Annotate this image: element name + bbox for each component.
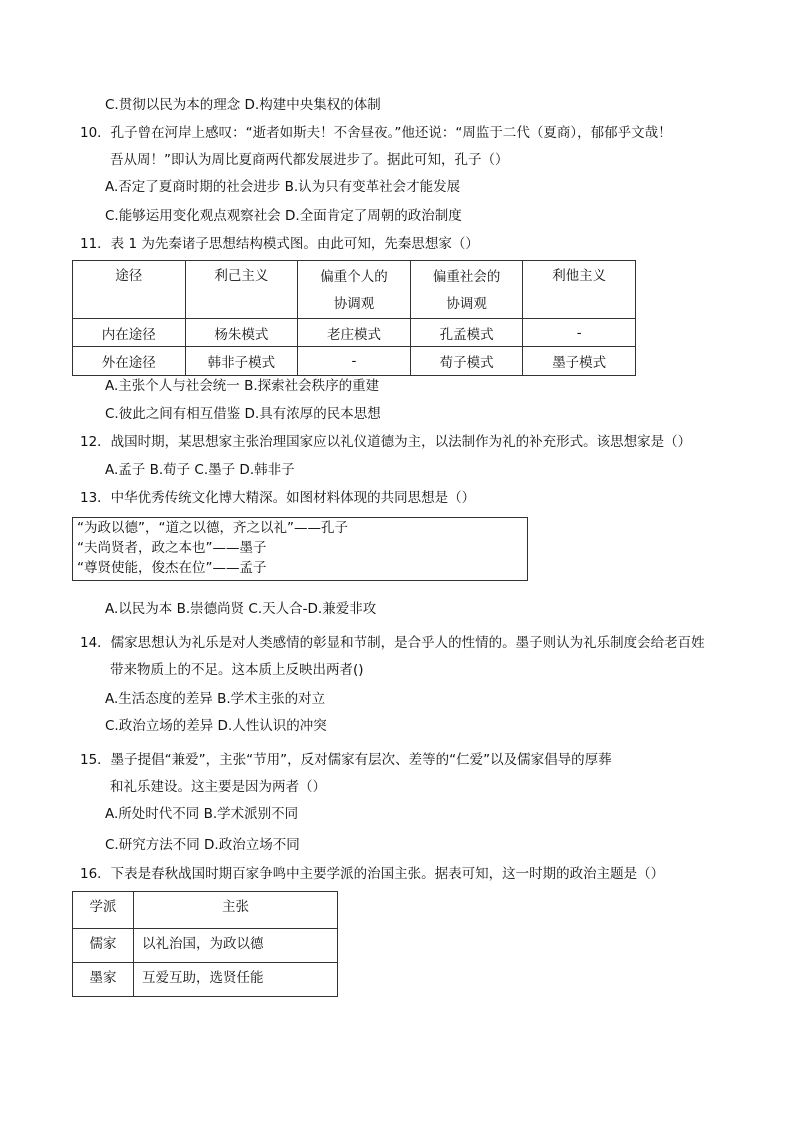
table-header-cell: 学派 [73, 892, 134, 929]
table-cell: 老庄模式 [298, 319, 411, 347]
q11-table [72, 260, 636, 376]
table-cell: 荀子模式 [410, 347, 523, 376]
q14-stem-line2: 带来物质上的不足。这本质上反映出两者() [110, 662, 364, 678]
table-cell: - [298, 347, 411, 376]
table-header-cell [410, 261, 523, 319]
table-row [73, 929, 338, 963]
q10-stem-line1: 10．孔子曾在河岸上感叹：“逝者如斯夫！不舍昼夜。”他还说：“周监于二代（夏商），郁郁乎文哉！ [80, 125, 672, 141]
q15-options-ab: A.所处时代不同 B.学术派别不同 [105, 806, 299, 822]
table-header-cell: 途径 [73, 261, 186, 319]
table-cell: 以礼治国，为政以德 [134, 929, 338, 963]
table-cell: 韩非子模式 [185, 347, 298, 376]
quote-line: “尊贤使能，俊杰在位”——孟子 [77, 560, 267, 576]
table-cell: 杨朱模式 [185, 319, 298, 347]
table-header-cell [298, 261, 411, 319]
q13-options: A.以民为本 B.崇德尚贤 C.天人合-D.兼爱非攻 [105, 601, 377, 617]
q13-stem: 13．中华优秀传统文化博大精深。如图材料体现的共同思想是（） [80, 490, 476, 506]
table-header-text: 偏重个人的 [320, 269, 388, 285]
table-header-row [73, 261, 636, 319]
q10-options-cd: C.能够运用变化观点观察社会 D.全面肯定了周朝的政治制度 [105, 208, 462, 224]
quote-line: “为政以德”，“道之以德，齐之以礼”——孔子 [77, 520, 348, 536]
table-cell: 互爱互助，选贤任能 [134, 963, 338, 997]
q10-stem-line2: 吾从周！”即认为周比夏商两代都发展进步了。据此可知，孔子（） [110, 152, 509, 168]
table-header-row [73, 892, 338, 929]
table-header-subtext: 协调观 [446, 296, 487, 312]
table-header-cell: 利己主义 [185, 261, 298, 319]
q14-options-cd: C.政治立场的差异 D.人性认识的冲突 [105, 718, 327, 734]
q14-options-ab: A.生活态度的差异 B.学术主张的对立 [105, 691, 326, 707]
table-header-text: 偏重社会的 [432, 269, 501, 285]
table-header-cell: 主张 [134, 892, 338, 929]
q12-stem: 12．战国时期，某思想家主张治理国家应以礼仪道德为主，以法制作为礼的补充形式。该思想家是（） [80, 434, 692, 450]
q13-quote-box [72, 517, 528, 581]
table-cell: 孔孟模式 [410, 319, 523, 347]
q11-options-cd: C.彼此之间有相互借鉴 D.具有浓厚的民本思想 [105, 406, 381, 422]
table-cell: 墨子模式 [523, 347, 636, 376]
quote-line: “夫尚贤者，政之本也”——墨子 [77, 540, 267, 556]
q11-options-ab: A.主张个人与社会统一 B.探索社会秩序的重建 [105, 378, 380, 394]
table-row [73, 319, 636, 347]
table-cell: 内在途径 [73, 319, 186, 347]
q9-options-cd: C.贯彻以民为本的理念 D.构建中央集权的体制 [105, 97, 381, 113]
table-cell: 外在途径 [73, 347, 186, 376]
q12-options: A.孟子 B.荀子 C.墨子 D.韩非子 [105, 462, 295, 478]
q16-table [72, 891, 338, 997]
table-cell: - [523, 319, 636, 347]
q14-stem-line1: 14．儒家思想认为礼乐是对人类感情的彰显和节制，是合乎人的性情的。墨子则认为礼乐制度会给老百姓 [80, 635, 705, 651]
table-cell: 墨家 [73, 963, 134, 997]
q10-options-ab: A.否定了夏商时期的社会进步 B.认为只有变革社会才能发展 [105, 179, 461, 195]
q15-stem-line1: 15．墨子提倡“兼爱”，主张“节用”，反对儒家有层次、差等的“仁爱”以及儒家倡导的厚葬 [80, 752, 612, 768]
q15-stem-line2: 和礼乐建设。这主要是因为两者（） [110, 779, 326, 795]
q15-options-cd: C.研究方法不同 D.政治立场不同 [105, 837, 300, 853]
table-cell: 儒家 [73, 929, 134, 963]
table-row [73, 347, 636, 376]
table-header-subtext: 协调观 [333, 296, 375, 312]
q11-stem: 11．表 1 为先秦诸子思想结构模式图。由此可知，先秦思想家（） [80, 236, 479, 252]
table-header-cell: 利他主义 [523, 261, 636, 319]
q16-stem: 16．下表是春秋战国时期百家争鸣中主要学派的治国主张。据表可知，这一时期的政治主题是（） [80, 866, 665, 882]
table-row [73, 963, 338, 997]
